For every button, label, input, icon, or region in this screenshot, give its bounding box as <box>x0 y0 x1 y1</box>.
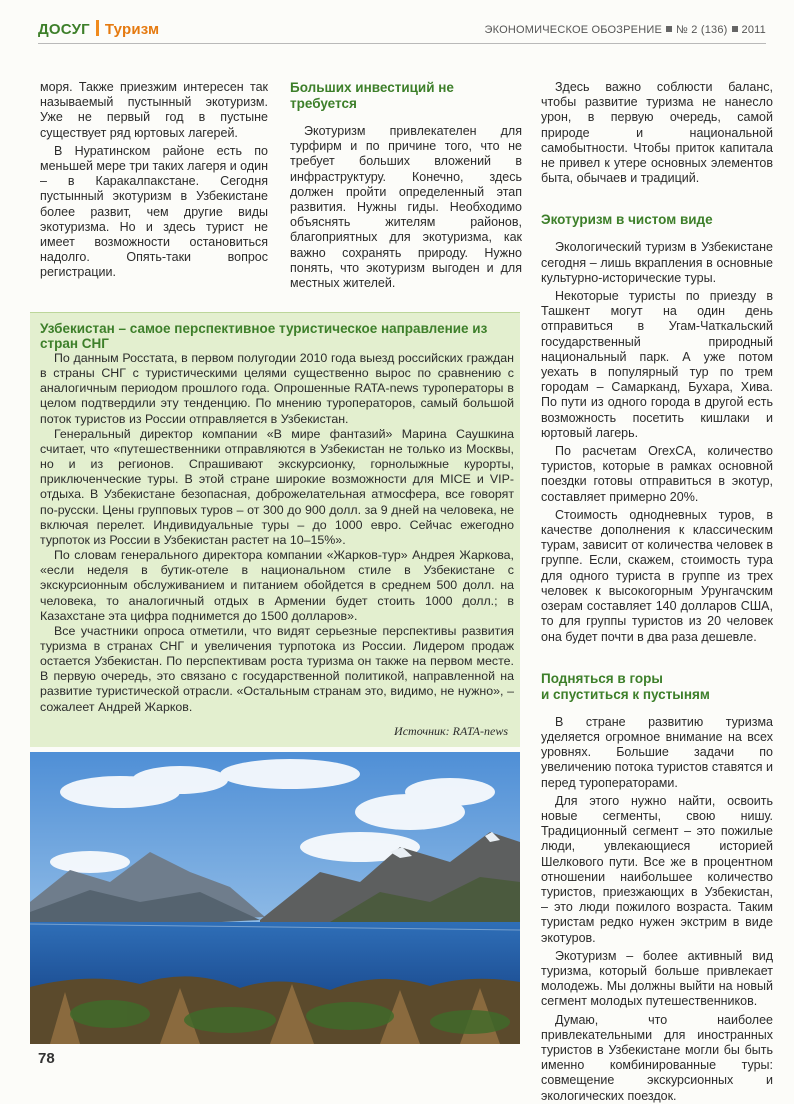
section-heading <box>541 671 773 703</box>
column-1 <box>40 80 268 281</box>
issue-number: № 2 (136) <box>676 24 728 36</box>
heading-line: Подняться в горы <box>541 670 663 686</box>
sidebar-box <box>30 312 520 747</box>
paragraph: Для этого нужно найти, освоить новые сегменты, свою нишу. Традиционный сегмент – это пожилые люди, увлекающиеся историей Шелкового пути. Все же в процентном отношении наибольшее количество туристов, приезжающих в Узбекистан, – это люди пожилого возраста. Таким туристам редко нужен экстрим в виде экотуров. <box>541 793 773 945</box>
magazine-info <box>485 24 766 36</box>
magazine-title: ЭКОНОМИЧЕСКОЕ ОБОЗРЕНИЕ <box>484 24 663 36</box>
column-2 <box>290 80 522 291</box>
paragraph: моря. Также приезжим интересен так называемый пустынный экотуризм. Уже не первый год в пустыне существует ряд юртовых лагерей. <box>40 80 268 140</box>
separator-square <box>732 26 738 32</box>
paragraph: Все участники опроса отметили, что видят серьезные перспективы развития туризма в странах СНГ и увеличения турпотока из России. Лидером продаж остается Узбекистан. По перспективам роста туризма он также на первом месте. В первую очередь, это связано с государственной политикой, направленной на развитие туристической отрасли. «Остальным странам это, видимо, не нужно», – сожалеет Андрей Жарков. <box>40 623 514 714</box>
section-header <box>38 20 159 38</box>
landscape-illustration <box>30 752 520 1044</box>
paragraph: По расчетам OrexCA, количество туристов, которые в рамках основной поездки готовы отправиться в экотур, составляет примерно 20%. <box>541 444 773 504</box>
paragraph: Думаю, что наиболее привлекательными для иностранных туристов в Узбекистане могли бы быть именно комбинированные туры: совмещение экскурсионных и экологических поездок. <box>541 1012 773 1103</box>
column-3 <box>541 80 773 1104</box>
page-number: 78 <box>38 1050 55 1067</box>
section-heading: Экотуризм в чистом виде <box>541 212 713 228</box>
subsection-label: Туризм <box>104 21 160 38</box>
paragraph: По словам генерального директора компании «Жарков-тур» Андрея Жаркова, «если неделя в бутик-отеле в национальном стиле в Узбекистане с экскурсионным обслуживанием и питанием обойдется в среднем 500 долл. на человека, то аналогичный отдых в Армении будет стоить 1000 долл.; в Казахстане эта цифра поднимется до 1500 долларов». <box>40 548 514 623</box>
paragraph: Экотуризм – более активный вид туризма, который больше привлекает молодежь. Мы должны выйти на новый сегмент молодых путешественников. <box>541 948 773 1009</box>
heading-line: и спуститься к пустыням <box>541 686 710 702</box>
box-title: Узбекистан – самое перспективное туристическое направление из стран СНГ <box>40 321 488 351</box>
paragraph: В Нуратинском районе есть по меньшей мере три таких лагеря и один – в Каракалпакстане. Сегодня пустынный экотуризм в Узбекистане более развит, чем другие виды экотуризма. Но и здесь турист не имеет возможности остановиться надолго. Опять-таки вопрос регистрации. <box>40 143 269 280</box>
paragraph: Некоторые туристы по приезду в Ташкент могут на один день отправиться в Угам-Чаткальский государственный природный национальный парк. А уже потом уехать в популярный тур по трем городам – Самарканд, Бухара, Хива. По пути из одного города в другой есть возможность посетить кишлаки и юртовый лагерь. <box>541 289 773 440</box>
paragraph: Экотуризм привлекателен для турфирм и по причине того, что не требует больших вложений в инфраструктуру. Конечно, здесь должен пройти определенный этап развития. Нужны гиды. Необходимо объяснять жителям районов, благоприятных для экотуризма, как важно сохранять природу. Нужно понять, что экотуризм выгоден и для местных жителей. <box>290 124 522 291</box>
landscape-photo <box>30 752 520 1044</box>
paragraph: Стоимость однодневных туров, в качестве дополнения к классическим турам, зависит от количества человек в группе. Если, скажем, стоимость тура для одного туриста в группе из трех человек к высокогорным Урунгачским озерам составляет 140 долларов США, то для группы туристов из 20 человек она будет почти в два раза дешевле. <box>541 507 773 644</box>
separator-square <box>666 26 672 32</box>
header-divider <box>96 20 99 36</box>
issue-year: 2011 <box>741 24 766 36</box>
header-rule <box>38 43 766 44</box>
box-body <box>40 351 514 715</box>
paragraph: Экологический туризм в Узбекистане сегодня – лишь вкрапления в основные культурно-исторические туры. <box>541 240 773 285</box>
paragraph: Генеральный директор компании «В мире фантазий» Марина Саушкина считает, что «путешественники отправляются в Узбекистан не только из Москвы, но и из регионов. Спрашивают экскурсионку, горнолыжные курорты, приключенческие туры. В этой стране широкие возможности для MICE и VIP-отдыха. В Узбекистане безопасная, доброжелательная атмосфера, все говорят по-русски. Цены групповых туров – от 300 до 900 долл. за 9 дней на человека, не включая перелет. Индивидуальные туры – до 1000 евро. Сейчас ежегодно турпоток из России в Узбекистан растет на 10–15%». <box>40 426 514 547</box>
box-source: Источник: RATA-news <box>394 724 508 738</box>
section-heading: Больших инвестиций не требуется <box>290 80 454 111</box>
paragraph: По данным Росстата, в первом полугодии 2010 года выезд российских граждан в страны СНГ с туристическими целями существенно вырос по сравнению с аналогичным периодом прошлого года. Опрошенные RATA-news туроператоры в целом подтвердили эту тенденцию. По мнению туроператоров, самый большой поток туристов из России отправляется в Узбекистан. <box>40 351 514 426</box>
section-label: ДОСУГ <box>38 21 90 38</box>
paragraph: Здесь важно соблюсти баланс, чтобы развитие туризма не нанесло урон, в первую очередь, самой природе и национальной самобытности. Чтобы приток капитала не привел к утере основных элементов быта, обычаев и традиций. <box>541 80 773 186</box>
paragraph: В стране развитию туризма уделяется огромное внимание на всех уровнях. Большие задачи по увеличению потока туристов ставятся и перед туроператорами. <box>541 714 773 790</box>
